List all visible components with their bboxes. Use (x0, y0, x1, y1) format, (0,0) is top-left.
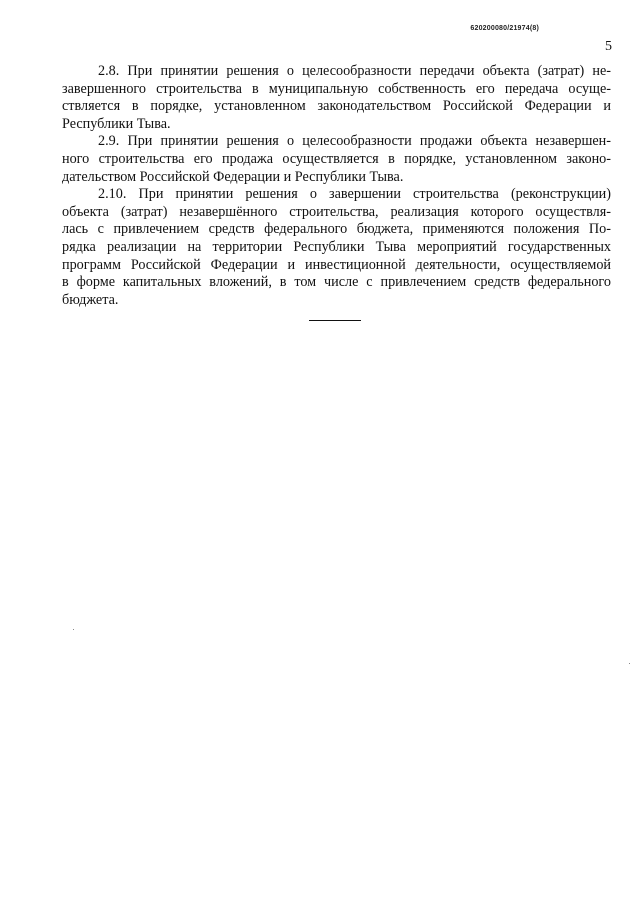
text-line: лась с привлечением средств федерального бюджета, применяются положения По- (62, 221, 611, 238)
paragraph-2-9 (62, 133, 611, 186)
paragraph-2-10 (62, 186, 611, 309)
text-line: ного строительства его продажа осуществляется в порядке, установленном законо- (62, 150, 611, 167)
text-line: бюджета. (62, 291, 119, 308)
document-code: 620200080/21974(8) (470, 25, 539, 32)
text-line: рядка реализации на территории Республики Тыва мероприятий государственных (62, 238, 611, 255)
scan-speck (73, 629, 74, 630)
page-number: 5 (605, 39, 612, 54)
text-line: завершенного строительства в муниципальную собственность его передача осуще- (62, 80, 611, 97)
text-line: ствляется в порядке, установленном законодательством Российской Федерации и (62, 98, 611, 115)
text-line: объекта (затрат) незавершённого строительства, реализация которого осуществля- (62, 203, 611, 220)
text-line: 2.8. При принятии решения о целесообразности передачи объекта (затрат) не- (98, 63, 611, 79)
text-line: дательством Российской Федерации и Республики Тыва. (62, 168, 404, 185)
text-line: в форме капитальных вложений, в том числе с привлечением средств федерального (62, 274, 611, 291)
scan-speck (629, 663, 630, 664)
document-body (62, 63, 611, 309)
text-line: 2.9. При принятии решения о целесообразности продажи объекта незавершен- (98, 133, 611, 150)
text-line: 2.10. При принятии решения о завершении строительства (реконструкции) (98, 186, 611, 203)
paragraph-2-8 (62, 63, 611, 133)
text-line: программ Российской Федерации и инвестиционной деятельности, осуществляемой (62, 256, 611, 273)
end-separator-line (309, 320, 361, 321)
text-line: Республики Тыва. (62, 115, 171, 132)
